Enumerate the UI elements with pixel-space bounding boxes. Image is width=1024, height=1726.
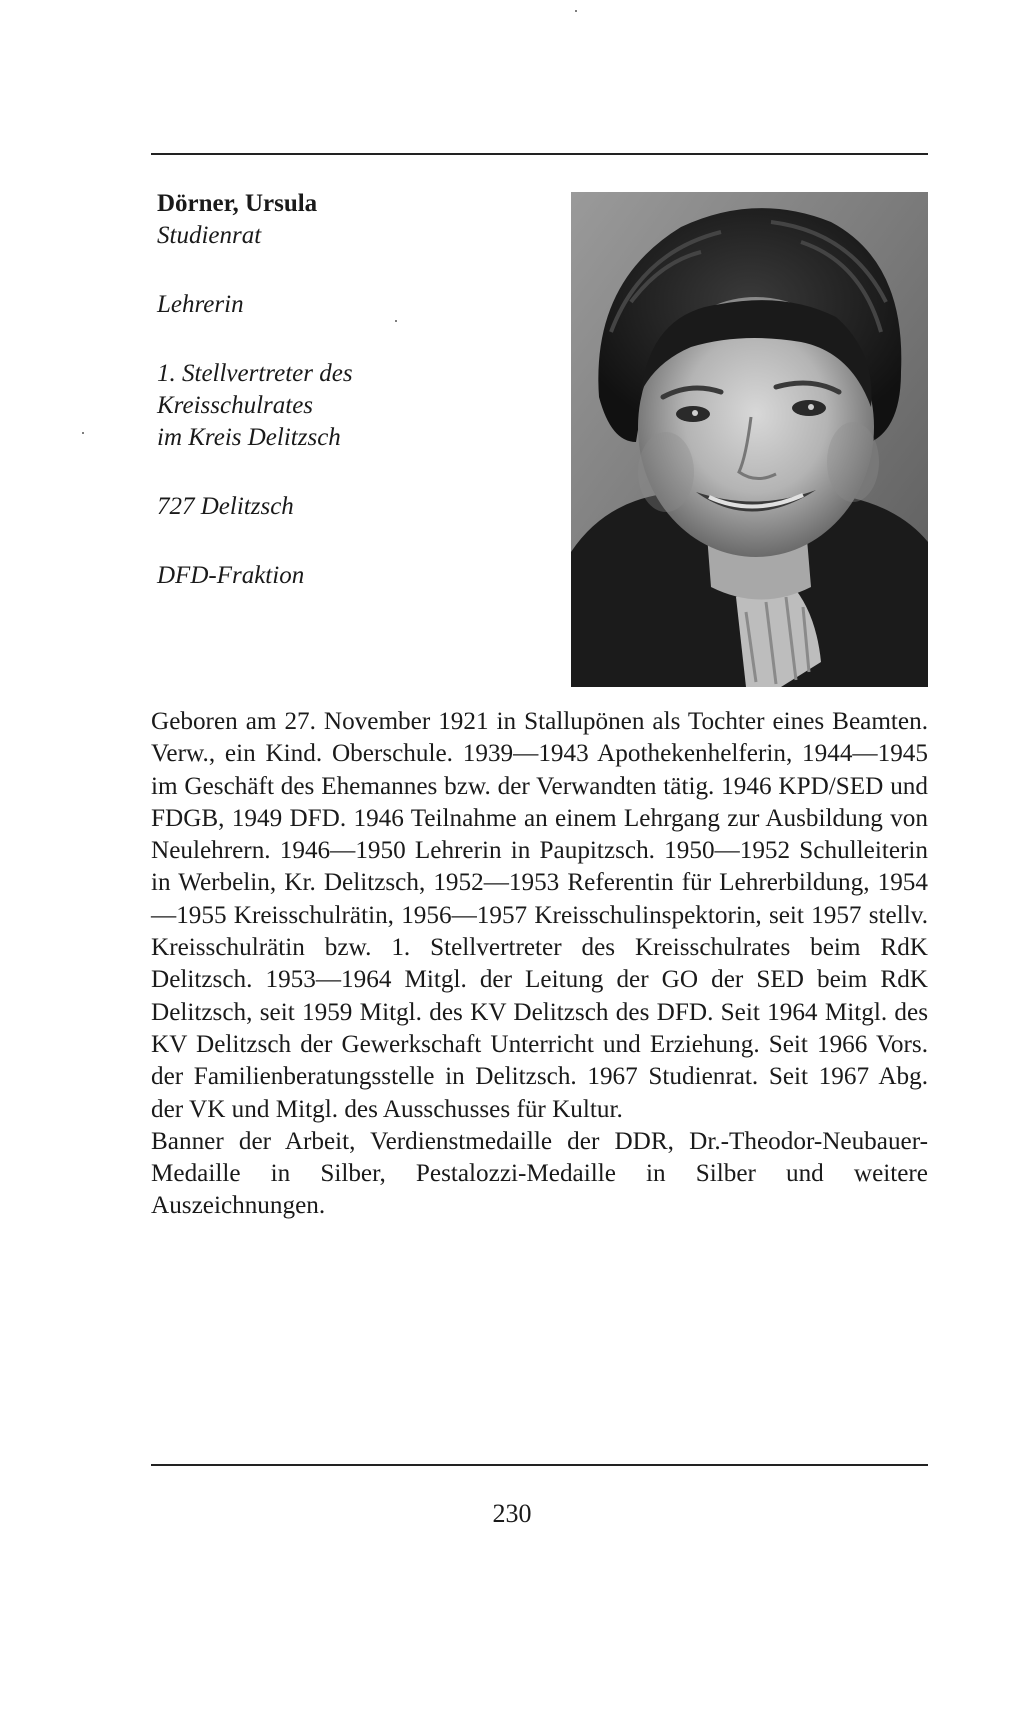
- awards-paragraph: Banner der Arbeit, Verdienstmedaille der DDR, Dr.-Theodor-Neubauer-Medaille in Silber, Pestalozzi-Medaille in Silber und weitere Auszeichnungen.: [151, 1127, 928, 1220]
- scan-speck: [575, 10, 577, 12]
- person-faction: DFD-Fraktion: [157, 562, 305, 589]
- bottom-divider: [151, 1464, 928, 1466]
- person-title: Studienrat: [157, 222, 262, 249]
- position-line-2: Kreisschulrates: [157, 392, 314, 419]
- top-divider: [151, 153, 928, 155]
- portrait-photo: [571, 192, 928, 687]
- scan-speck: [82, 432, 84, 434]
- person-profession: Lehrerin: [157, 291, 244, 318]
- biography-paragraph: Geboren am 27. November 1921 in Stallupönen als Tochter eines Beamten. Verw., ein Kind. Oberschule. 1939—1943 Apothekenhelferin, 1944—1945 im Geschäft des Ehemannes bzw. der Verwandten tätig. 1946 KPD/SED und FDGB, 1949 DFD. 1946 Teilnahme an einem Lehrgang zur Ausbildung von Neulehrern. 1946—1950 Lehrerin in Paupitzsch. 1950—1952 Schulleiterin in Werbelin, Kr. Delitzsch, 1952—1953 Referentin für Lehrerbildung, 1954—1955 Kreisschulrätin, 1956—1957 Kreisschulinspektorin, seit 1957 stellv. Kreisschulrätin bzw. 1. Stellvertreter des Kreisschulrates beim RdK Delitzsch. 1953—1964 Mitgl. der Leitung der GO der SED beim RdK Delitzsch, seit 1959 Mitgl. des KV Delitzsch des DFD. Seit 1964 Mitgl. des KV Delitzsch der Gewerkschaft Unterricht und Erziehung. Seit 1966 Vors. der Familienberatungsstelle in Delitzsch. 1967 Studienrat. Seit 1967 Abg. der VK und Mitgl. des Ausschusses für Kultur.: [151, 708, 928, 1123]
- position-line-1: 1. Stellvertreter des: [157, 360, 353, 387]
- page-number: 230: [492, 1499, 532, 1528]
- person-location: 727 Delitzsch: [157, 493, 294, 520]
- person-name: Dörner, Ursula: [157, 190, 318, 217]
- entry-header: [157, 188, 557, 592]
- position-line-3: im Kreis Delitzsch: [157, 424, 341, 451]
- biography: [151, 706, 928, 1223]
